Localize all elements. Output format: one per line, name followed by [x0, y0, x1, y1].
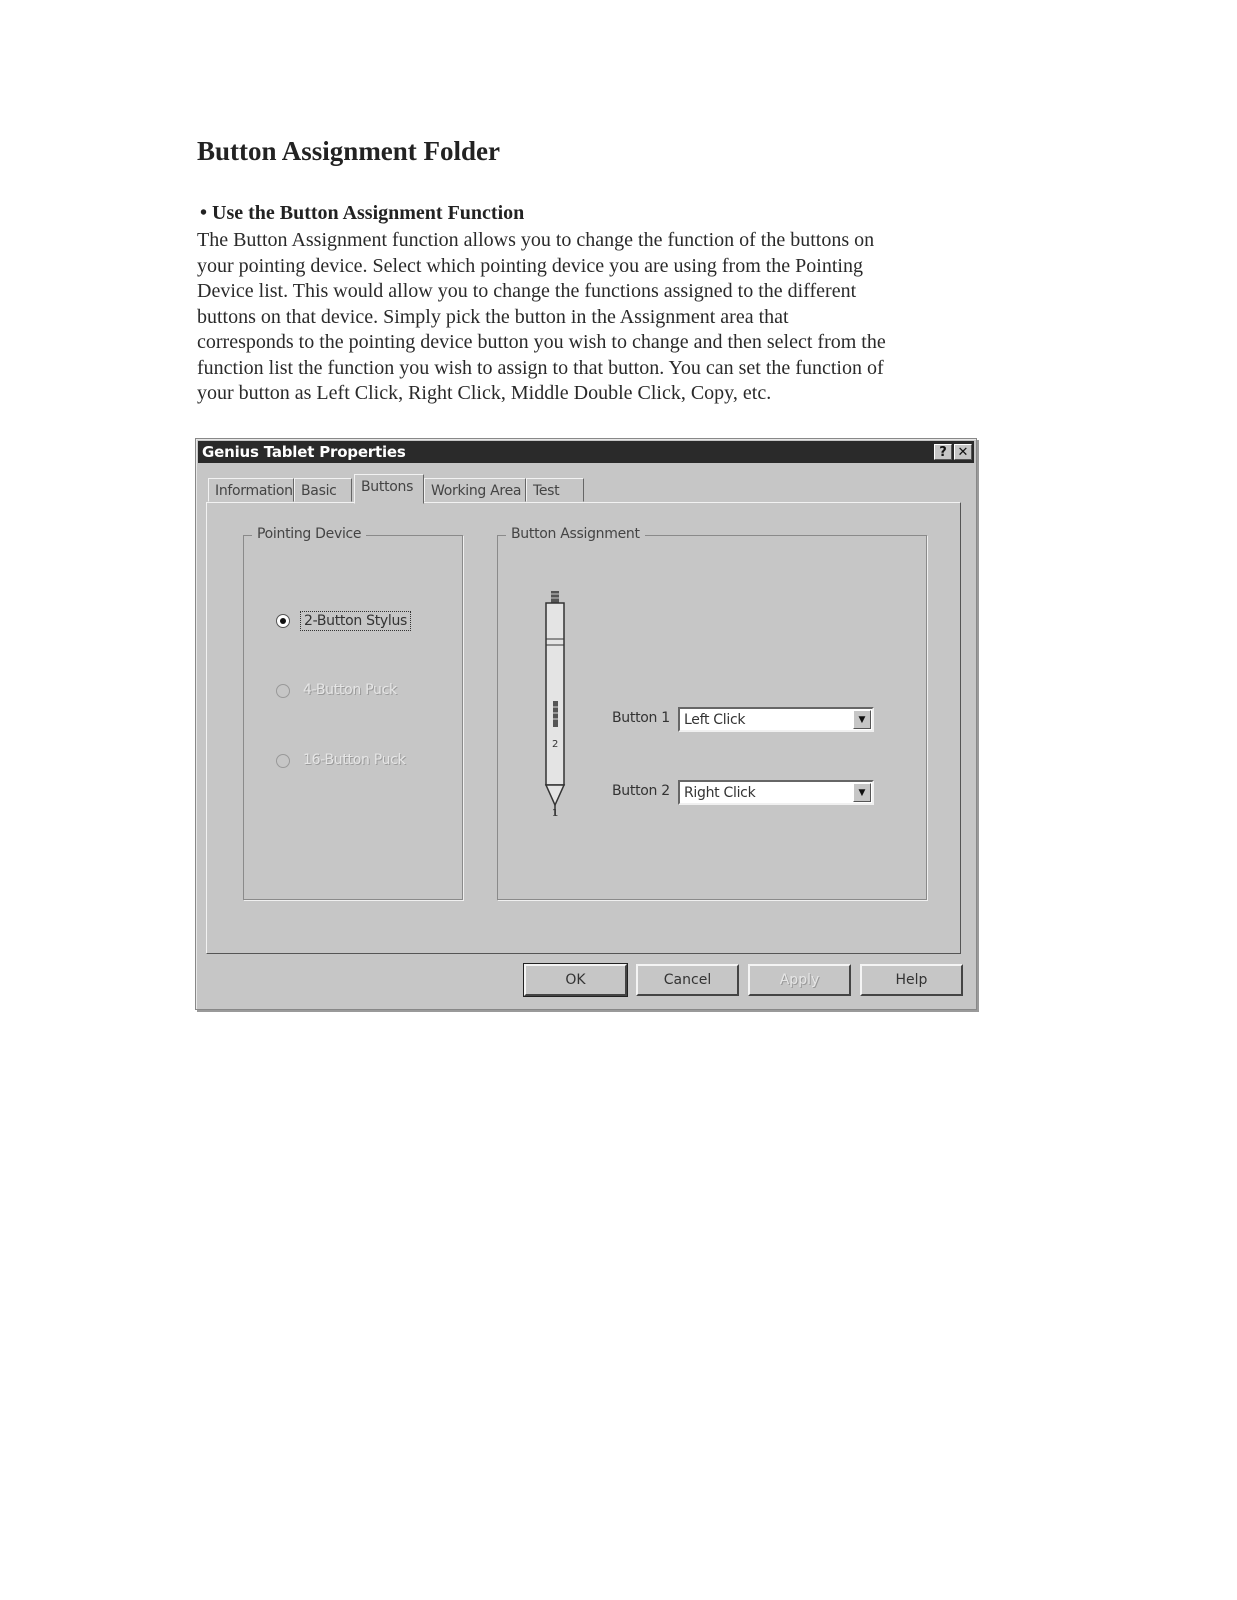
button-2-label: Button 2: [612, 783, 670, 799]
body-paragraph: [197, 228, 997, 407]
tab-buttons[interactable]: Buttons: [354, 474, 424, 504]
radio-label[interactable]: 2-Button Stylus: [300, 611, 411, 631]
paragraph-line: corresponds to the pointing device button you wish to change and then select from the: [197, 331, 886, 353]
stylus-button-mark: 2: [552, 739, 559, 750]
cancel-button[interactable]: Cancel: [636, 964, 739, 996]
tab-information[interactable]: Information: [208, 478, 294, 502]
radio-selected-icon[interactable]: [276, 614, 290, 628]
tab-basic[interactable]: Basic: [294, 478, 352, 502]
help-icon[interactable]: ?: [934, 444, 952, 460]
button-2-select[interactable]: [678, 780, 874, 805]
close-icon[interactable]: ✕: [954, 444, 972, 460]
section-heading: • Use the Button Assignment Function: [200, 202, 525, 224]
stylus-tip-mark: 1: [552, 808, 559, 819]
button-assignment-group: [497, 526, 927, 900]
paragraph-line: The Button Assignment function allows you to change the function of the buttons on: [197, 229, 875, 251]
button-1-label: Button 1: [612, 710, 670, 726]
paragraph-line: Device list. This would allow you to change the functions assigned to the different: [197, 280, 857, 302]
radio-icon[interactable]: [276, 684, 290, 698]
paragraph-line: your button as Left Click, Right Click, Middle Double Click, Copy, etc.: [197, 382, 772, 404]
paragraph-line: your pointing device. Select which pointing device you are using from the Pointing: [197, 254, 863, 277]
properties-dialog: [195, 438, 977, 1010]
paragraph-line: buttons on that device. Simply pick the button in the Assignment area that: [197, 305, 789, 328]
page-title: Button Assignment Folder: [197, 136, 501, 166]
pointing-device-group: [243, 526, 463, 900]
chevron-down-icon[interactable]: ▼: [853, 783, 871, 802]
apply-button[interactable]: Apply: [748, 964, 851, 996]
button-assignment-label: Button Assignment: [506, 526, 645, 542]
help-button[interactable]: Help: [860, 964, 963, 996]
tab-test[interactable]: Test: [526, 478, 584, 502]
pointing-device-label: Pointing Device: [252, 526, 366, 542]
button-2-value: Right Click: [684, 785, 756, 801]
ok-button[interactable]: OK: [524, 964, 627, 996]
button-1-select[interactable]: [678, 707, 874, 732]
tab-working-area[interactable]: Working Area: [424, 478, 526, 502]
radio-label[interactable]: 4-Button Puck: [303, 682, 397, 698]
radio-icon[interactable]: [276, 754, 290, 768]
stylus-icon: [536, 591, 576, 826]
paragraph-line: function list the function you wish to assign to that button. You can set the function of: [197, 356, 884, 379]
chevron-down-icon[interactable]: ▼: [853, 710, 871, 729]
dialog-title: Genius Tablet Properties: [202, 443, 406, 461]
button-1-value: Left Click: [684, 712, 746, 728]
radio-label[interactable]: 16-Button Puck: [303, 752, 406, 768]
dialog-titlebar[interactable]: [198, 441, 974, 463]
buttons-tab-panel: [206, 502, 961, 954]
